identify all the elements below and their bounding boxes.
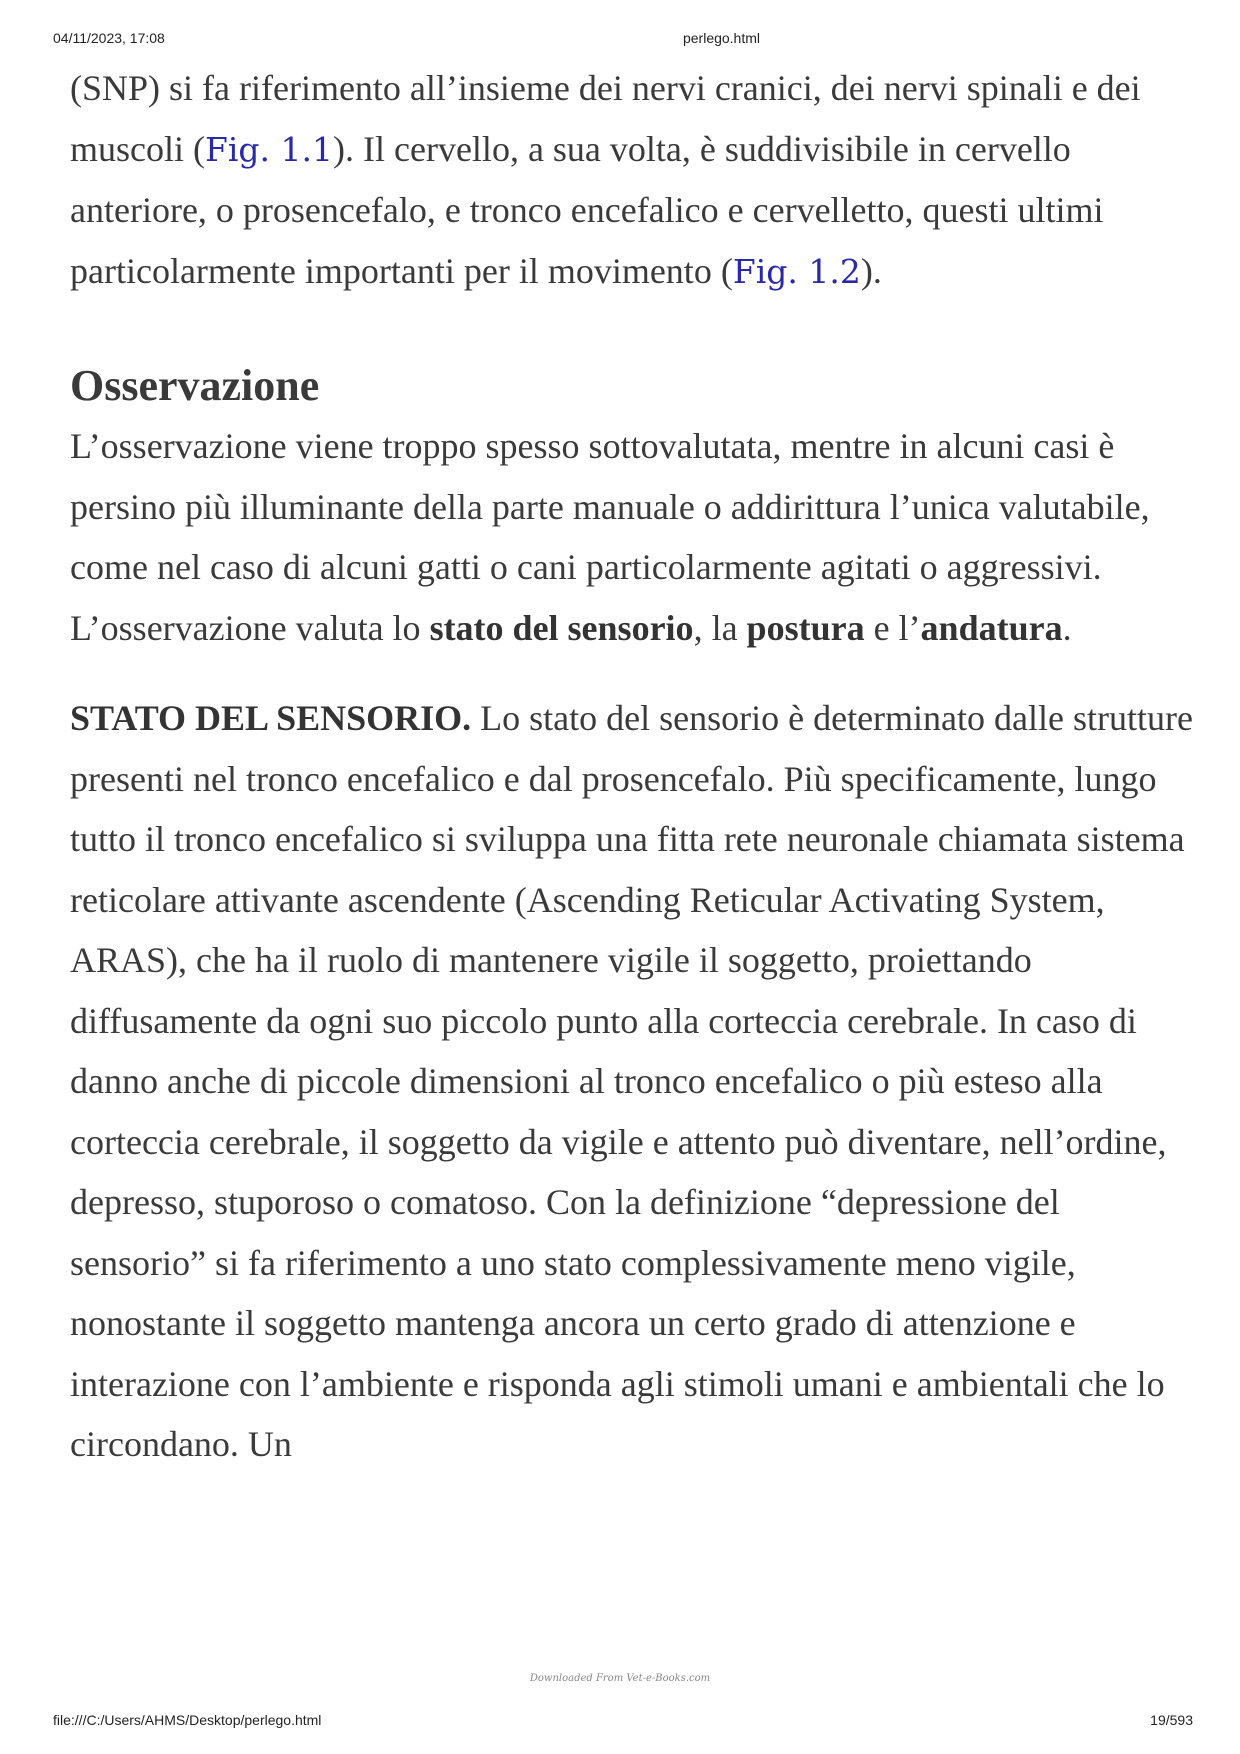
section-heading: Osservazione [70,361,320,410]
sensorium-lead: STATO DEL SENSORIO. [70,698,472,738]
intro-paragraph [70,58,1200,302]
intro-text-1: (SNP) si fa riferimento all’insieme dei nervi cranici, dei nervi spinali e dei muscoli ( [70,68,1141,169]
print-file-url: file:///C:/Users/AHMS/Desktop/perlego.html [53,1712,322,1728]
fig-1-2-link[interactable]: Fig. 1.2 [732,251,861,291]
print-header [0,30,1240,50]
sensorium-text: Lo stato del sensorio è determinato dalle strutture presenti nel tronco encefalico e dal prosencefalo. Più specificamente, lungo tutto il tronco encefalico si sviluppa una fitta rete neuronale chiamata sistema reticolare attivante ascendente (Ascending Reticular Activating System, ARAS), che ha il ruolo di mantenere vigile il soggetto, proiettando diffusamente da ogni suo piccolo punto alla corteccia cerebrale. In caso di danno anche di piccole dimensioni al tronco encefalico o più esteso alla corteccia cerebrale, il soggetto da vigile e attento può diventare, nell’ordine, depresso, stuporoso o comatoso. Con la definizione “depressione del sensorio” si fa riferimento a uno stato complessivamente meno vigile, nonostante il soggetto mantenga ancora un certo grado di attenzione e interazione con l’ambiente e risponda agli stimoli umani e ambientali che lo circondano. Un [70,698,1193,1464]
print-doc-title: perlego.html [682,30,761,46]
print-page-number: 19/593 [1150,1712,1193,1728]
observation-text-1: L’osservazione viene troppo spesso sottovalutata, mentre in alcuni casi è persino più illuminante della parte manuale o addirittura l’unica valutabile, come nel caso di alcuni gatti o cani particolarmente agitati o aggressivi. L’osservazione valuta lo [70,426,1150,648]
bold-andatura: andatura [920,607,1063,648]
observation-paragraph [70,416,1200,658]
fig-1-1-link[interactable]: Fig. 1.1 [204,129,334,169]
print-footer [0,1712,1240,1732]
observation-text-3: e l’ [864,607,921,648]
intro-text-3: ). [860,250,882,291]
page-content [70,58,1200,1475]
intro-text-2: ). Il cervello, a sua volta, è suddivisibile in cervello anteriore, o prosencefalo, e tronco encefalico e cervelletto, questi ultimi particolarmente importanti per il movimento ( [70,128,1104,291]
bold-stato-del-sensorio: stato del sensorio [429,607,694,648]
observation-text-2: , la [693,607,747,648]
observation-text-4: . [1062,607,1072,648]
bold-postura: postura [746,607,865,648]
sensorium-paragraph [70,688,1200,1475]
watermark: Downloaded From Vet-e-Books.com [529,1673,711,1684]
print-datetime: 04/11/2023, 17:08 [53,30,165,46]
